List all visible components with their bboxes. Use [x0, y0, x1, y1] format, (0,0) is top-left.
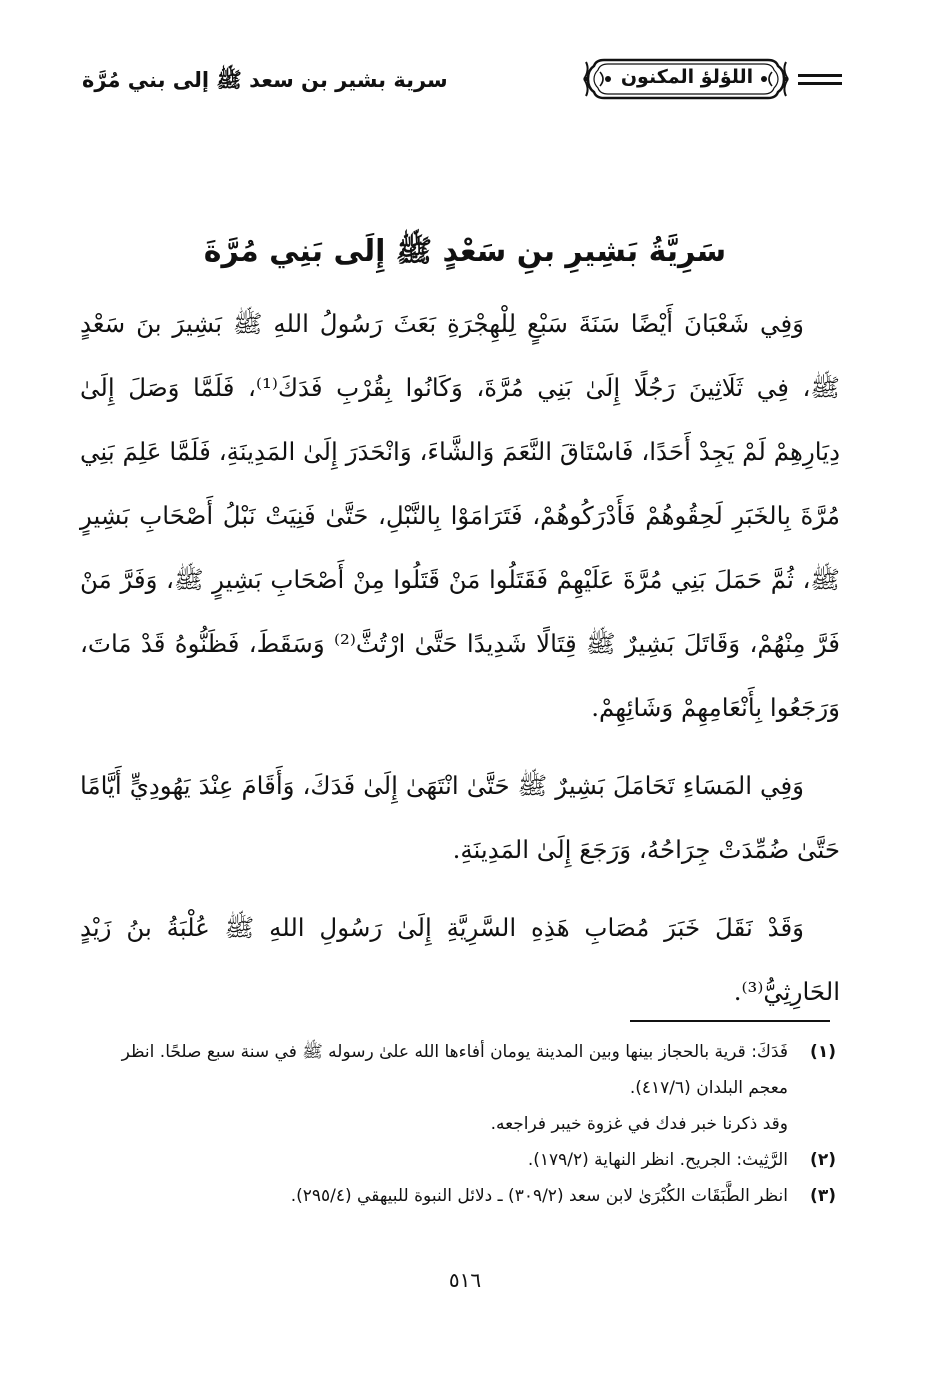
page-number: ٥١٦ [448, 1268, 482, 1292]
running-header [82, 50, 842, 110]
body-text [80, 292, 840, 1038]
footnote-separator [630, 1020, 830, 1022]
footnotes [80, 1034, 836, 1214]
footnote-text-continued: وقد ذكرنا خبر فدك في غزوة خيبر فراجعه. [490, 1114, 788, 1134]
running-header-ornament-group [582, 50, 842, 110]
section-heading: سَرِيَّةُ بَشِيرِ بنِ سَعْدٍ ﷺ إِلَى بَنِي مُرَّةَ [203, 234, 727, 269]
body-paragraph: وَفِي المَسَاءِ تَحَامَلَ بَشِيرٌ ﷺ حَتَّىٰ انْتَهَىٰ إِلَىٰ فَدَكَ، وَأَقَامَ عِنْدَ يَهُودِيٍّ أَيَّامًا حَتَّىٰ ضُمِّدَتْ جِرَاحُهُ، وَرَجَعَ إِلَىٰ المَدِينَةِ. [80, 771, 840, 864]
header-rule-top [798, 74, 842, 77]
footnote-number: (٢) [810, 1150, 836, 1170]
body-paragraph: وَفِي شَعْبَانَ أَيْضًا سَنَةَ سَبْعٍ لِلْهِجْرَةِ بَعَثَ رَسُولُ اللهِ ﷺ بَشِيرَ بنَ سَعْدٍ ﷺ، فِي ثَلَاثِينَ رَجُلًا إِلَىٰ بَنِي مُرَّةَ، وَكَانُوا بِقُرْبِ فَدَكَ⁽¹⁾، فَلَمَّا وَصَلَ إِلَىٰ دِيَارِهِمْ لَمْ يَجِدْ أَحَدًا، فَاسْتَاقَ النَّعَمَ وَالشَّاءَ، وَانْحَدَرَ إِلَىٰ المَدِينَةِ، فَلَمَّا عَلِمَ بَنِي مُرَّةَ بِالخَبَرِ لَحِقُوهُمْ فَأَدْرَكُوهُمْ، فَتَرَامَوْا بِالنَّبْلِ، حَتَّىٰ فَنِيَتْ نَبْلُ أَصْحَابِ بَشِيرٍ ﷺ، ثُمَّ حَمَلَ بَنِي مُرَّةَ عَلَيْهِمْ فَقَتَلُوا مَنْ قَتَلُوا مِنْ أَصْحَابِ بَشِيرٍ ﷺ، وَفَرَّ مَنْ فَرَّ مِنْهُمْ، وَقَاتَلَ بَشِيرٌ ﷺ قِتَالًا شَدِيدًا حَتَّىٰ ارْتُثَّ⁽²⁾ وَسَقَطَ، فَظَنُّوهُ قَدْ مَاتَ، وَرَجَعُوا بِأَنْعَامِهِمْ وَشَائِهِمْ. [80, 309, 841, 722]
footnote-text: الرَّثِيث: الجريح. انظر النهاية (١٧٩/٢). [527, 1150, 788, 1170]
footnote-number: (١) [810, 1042, 836, 1062]
footnote-text: فَدَكَ: قرية بالحجاز بينها وبين المدينة يومان أفاءها الله علىٰ رسوله ﷺ في سنة سبع صلحًا. انظر معجم البلدان (٤١٧/٦). [121, 1042, 788, 1098]
footnote-item [80, 1178, 836, 1214]
header-rule-bottom [798, 82, 842, 85]
footnote-item [80, 1034, 836, 1142]
book-title-cartouche [582, 52, 790, 106]
footnote-item [80, 1142, 836, 1178]
running-chapter-title: سرية بشير بن سعد ﷺ إلى بني مُرَّة [82, 68, 448, 92]
footnote-number: (٣) [810, 1186, 836, 1206]
footnote-text: انظر الطَّبَقَات الكُبْرَىٰ لابن سعد (٣٠٩/٢) ـ دلائل النبوة للبيهقي (٢٩٥/٤). [290, 1186, 788, 1206]
running-book-title: اللؤلؤ المكنون [620, 66, 754, 88]
body-paragraph: وَقَدْ نَقَلَ خَبَرَ مُصَابِ هَذِهِ السَّرِيَّةِ إِلَىٰ رَسُولِ اللهِ ﷺ عُلْبَةُ بنُ زَيْدٍ الحَارِثِيُّ⁽³⁾. [80, 913, 840, 1006]
